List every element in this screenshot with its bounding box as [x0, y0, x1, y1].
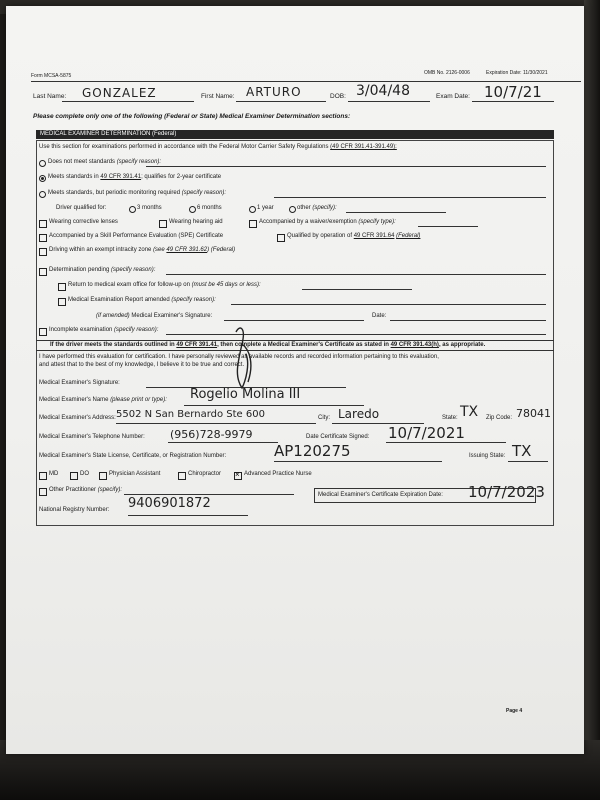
chk-det-pending[interactable]	[39, 268, 47, 276]
amended-date-label: Date:	[372, 313, 387, 319]
amended-sig-label: (if amended) Medical Examiner's Signature:	[96, 313, 213, 319]
attest-line-1: I have performed this evaluation for certification. I have personally reviewed all available records and recorded information pertaining to this evaluation,	[39, 354, 439, 360]
det-pending-line	[166, 274, 546, 275]
dur-3-months: 3 months	[137, 205, 162, 211]
date-signed-label: Date Certificate Signed:	[306, 434, 370, 440]
section-header-bar	[36, 130, 554, 139]
wearing-lenses: Wearing corrective lenses	[49, 219, 118, 225]
cert-exp-label: Medical Examiner's Certificate Expiration Date:	[318, 492, 443, 498]
radio-6-months[interactable]	[189, 206, 196, 213]
do-text: DO	[80, 471, 89, 477]
chk-qualified-op[interactable]	[277, 234, 285, 242]
license-line	[274, 461, 442, 462]
return-office-line	[302, 289, 412, 290]
me-signature-label: Medical Examiner's Signature:	[39, 380, 120, 386]
cert-exp-value[interactable]: 10/7/2023	[468, 483, 545, 501]
page-number: Page 4	[506, 708, 523, 714]
dob-value[interactable]: 3/04/48	[356, 83, 410, 99]
radio-3-months[interactable]	[129, 206, 136, 213]
signature-scribble	[216, 324, 276, 394]
use-section-text: Use this section for examinations performed in accordance with the Federal Motor Carrier Safety Regulations (49 CFR 391.41-391.49):	[39, 144, 397, 150]
chk-md[interactable]	[39, 472, 47, 480]
spe-text: Accompanied by a Skill Performance Evaluation (SPE) Certificate	[49, 233, 224, 239]
phone-line	[168, 442, 278, 443]
incomplete-text: Incomplete examination (specify reason):	[49, 327, 159, 333]
dur-other: other (specify):	[297, 205, 337, 211]
periodic-line	[274, 197, 546, 198]
city-value[interactable]: Laredo	[338, 407, 380, 421]
section-divider	[36, 340, 554, 341]
qualified-for-label: Driver qualified for:	[56, 205, 107, 211]
issuing-line	[508, 461, 548, 462]
dob-label: DOB:	[330, 93, 346, 100]
state-label: State:	[442, 415, 458, 421]
first-name-value[interactable]: ARTURO	[246, 85, 302, 99]
omb-number: OMB No. 2126-0006	[424, 70, 470, 76]
issuing-value[interactable]: TX	[512, 442, 532, 460]
qualified-op-text: Qualified by operation of 49 CFR 391.64 (Federal)	[287, 233, 421, 239]
opt-meets: Meets standards in 49 CFR 391.41; qualifies for 2-year certificate	[48, 174, 222, 180]
exam-date-value[interactable]: 10/7/21	[484, 83, 542, 101]
radio-periodic[interactable]	[39, 191, 46, 198]
zip-value[interactable]: 78041	[516, 407, 551, 420]
dob-line	[348, 101, 430, 102]
form-id: Form MCSA-5875	[31, 73, 72, 79]
other-pract-line	[124, 494, 294, 495]
pa-text: Physician Assistant	[109, 471, 161, 477]
issuing-label: Issuing State:	[469, 453, 506, 459]
address-line	[116, 423, 316, 424]
opt-periodic: Meets standards, but periodic monitoring required (specify reason):	[48, 190, 227, 196]
amended-sig-line	[224, 320, 364, 321]
report-amended-text: Medical Examination Report amended (specify reason):	[68, 297, 216, 303]
chk-report-amended[interactable]	[58, 298, 66, 306]
instruction-text: Please complete only one of the following (Federal or State) Medical Examiner Determination sections:	[33, 113, 351, 120]
dur-6-months: 6 months	[197, 205, 222, 211]
background-right	[584, 0, 600, 800]
notice-text: If the driver meets the standards outlined in 49 CFR 391.41, then complete a Medical Examiner's Certificate as stated in 49 CFR 391.43(h), as appropriate.	[50, 342, 486, 348]
chk-waiver[interactable]	[249, 220, 257, 228]
det-pending-text: Determination pending (specify reason):	[49, 267, 156, 273]
other-pract-text: Other Practitioner (specify):	[49, 487, 123, 493]
waiver-text: Accompanied by a waiver/exemption (specify type):	[259, 219, 396, 225]
chk-apn[interactable]	[234, 472, 242, 480]
date-signed-value[interactable]: 10/7/2021	[388, 424, 465, 442]
radio-meets[interactable]	[39, 175, 46, 182]
opt-not-meet: Does not meet standards (specify reason):	[48, 159, 162, 165]
nrn-value[interactable]: 9406901872	[128, 496, 211, 511]
zip-label: Zip Code:	[486, 415, 513, 421]
chk-do[interactable]	[70, 472, 78, 480]
me-name-label: Medical Examiner's Name (please print or type):	[39, 397, 167, 403]
radio-1-year[interactable]	[249, 206, 256, 213]
address-value[interactable]: 5502 N San Bernardo Ste 600	[116, 409, 265, 420]
me-name-line	[184, 405, 364, 406]
first-name-label: First Name:	[201, 93, 235, 100]
return-office-text: Return to medical exam office for follow-up on (must be 45 days or less):	[68, 282, 261, 288]
chk-pa[interactable]	[99, 472, 107, 480]
expiration-date: Expiration Date: 11/30/2021	[486, 70, 548, 76]
radio-not-meet[interactable]	[39, 160, 46, 167]
waiver-line	[418, 226, 478, 227]
chiro-text: Chiropractor	[188, 471, 222, 477]
license-value[interactable]: AP120275	[274, 442, 351, 460]
section-title: MEDICAL EXAMINER DETERMINATION (Federal)	[40, 131, 177, 137]
nrn-label: National Registry Number:	[39, 507, 110, 513]
report-amended-line	[231, 304, 546, 305]
chk-lenses[interactable]	[39, 220, 47, 228]
radio-other[interactable]	[289, 206, 296, 213]
phone-label: Medical Examiner's Telephone Number:	[39, 434, 145, 440]
last-name-label: Last Name:	[33, 93, 67, 100]
city-label: City:	[318, 415, 330, 421]
phone-value[interactable]: (956)728-9979	[170, 428, 253, 441]
amended-date-line	[390, 320, 546, 321]
exam-date-label: Exam Date:	[436, 93, 470, 100]
license-label: Medical Examiner's State License, Certificate, or Registration Number:	[39, 453, 227, 459]
apn-text: Advanced Practice Nurse	[244, 471, 312, 477]
form-page	[6, 6, 584, 754]
attest-line-2: and attest that to the best of my knowledge, I believe it to be true and correct.	[39, 362, 245, 368]
chk-spe[interactable]	[39, 234, 47, 242]
chk-chiro[interactable]	[178, 472, 186, 480]
chk-other-pract[interactable]	[39, 488, 47, 496]
exam-date-line	[472, 101, 554, 102]
intracity-text: Driving within an exempt intracity zone (see 49 CFR 391.62) (Federal)	[49, 247, 236, 253]
state-value[interactable]: TX	[460, 404, 479, 420]
dur-1-year: 1 year	[257, 205, 274, 211]
date-signed-line	[386, 442, 506, 443]
notice-divider	[36, 350, 554, 351]
md-text: MD	[49, 471, 59, 477]
me-name-value[interactable]: Rogelio Molina III	[190, 387, 301, 402]
first-name-line	[236, 101, 326, 102]
address-label: Medical Examiner's Address:	[39, 415, 116, 421]
chk-intracity[interactable]	[39, 248, 47, 256]
nrn-line	[128, 515, 248, 516]
last-name-line	[62, 101, 194, 102]
chk-hearing-aid[interactable]	[159, 220, 167, 228]
top-rule	[31, 81, 581, 82]
chk-return-office[interactable]	[58, 283, 66, 291]
chk-incomplete[interactable]	[39, 328, 47, 336]
other-line	[346, 212, 446, 213]
wearing-aid: Wearing hearing aid	[169, 219, 223, 225]
not-meet-line	[146, 166, 546, 167]
last-name-value[interactable]: GONZALEZ	[82, 86, 157, 100]
